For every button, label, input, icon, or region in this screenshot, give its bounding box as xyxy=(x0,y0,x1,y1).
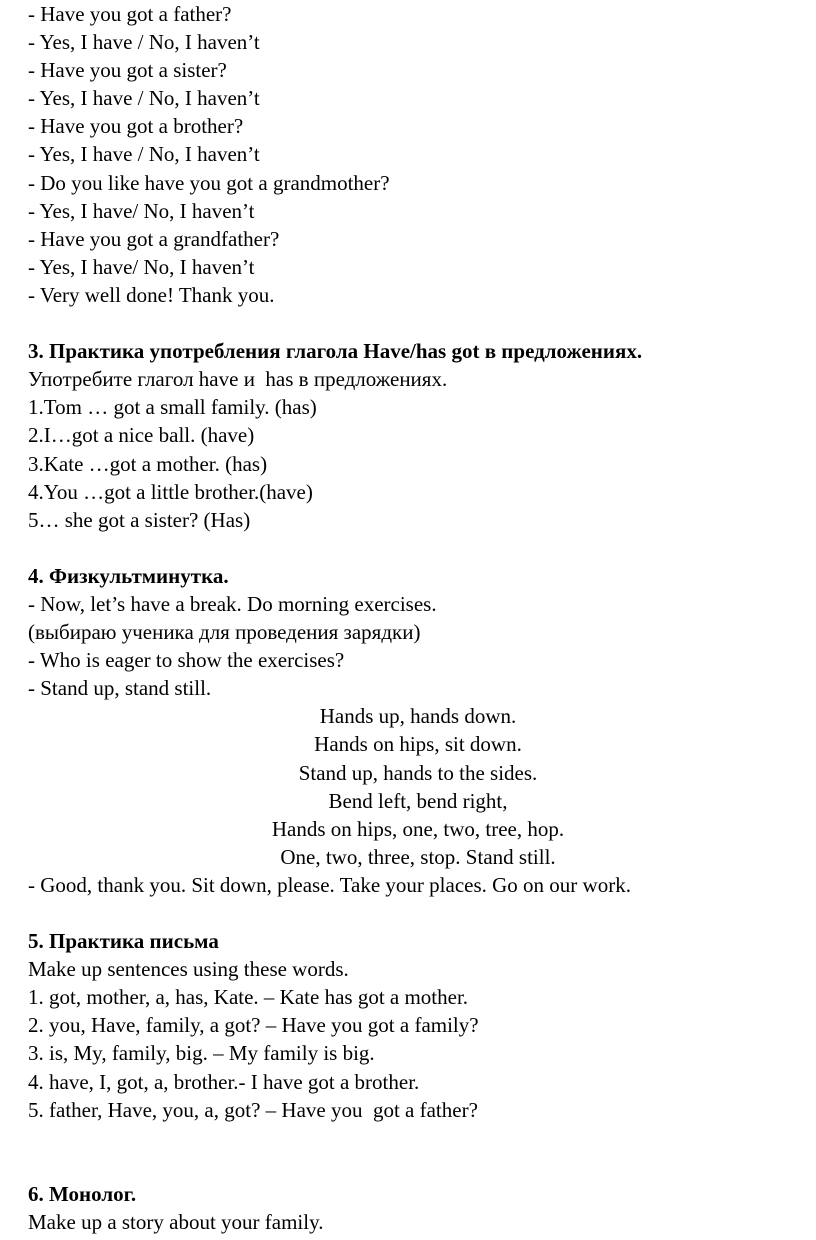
dialogue-line: - Have you got a grandfather? xyxy=(28,226,280,251)
dialogue-line: - Have you got a brother? xyxy=(28,114,244,139)
section-3-task: Употребите глагол have и has в предложениях. xyxy=(28,367,448,392)
dialogue-line: - Very well done! Thank you. xyxy=(28,282,275,307)
section-6-task: Make up a story about your family. xyxy=(28,1210,324,1235)
section-5 xyxy=(28,927,808,1124)
dialogue-line: - Yes, I have / No, I haven’t xyxy=(28,142,260,167)
dialogue-line: - Yes, I have / No, I haven’t xyxy=(28,86,260,111)
section-6-heading: 6. Монолог. xyxy=(28,1181,137,1206)
section-6 xyxy=(28,1180,808,1236)
instruction-line: - Stand up, stand still. xyxy=(28,676,212,701)
poem-line: Stand up, hands to the sides. xyxy=(298,760,538,785)
exercise-item: 4.You …got a little brother.(have) xyxy=(28,479,313,504)
exercise-item: 3. is, My, family, big. – My family is big. xyxy=(28,1041,375,1066)
dialogue-line: - Have you got a father? xyxy=(28,2,232,26)
poem-line: One, two, three, stop. Stand still. xyxy=(280,844,556,869)
poem-line: Hands on hips, sit down. xyxy=(314,732,522,757)
poem-line: Bend left, bend right, xyxy=(328,788,508,813)
exercise-item: 2. you, Have, family, a got? – Have you got a family? xyxy=(28,1013,479,1038)
document-page xyxy=(28,0,808,1236)
dialogue-line: - Yes, I have/ No, I haven’t xyxy=(28,254,255,279)
exercise-item: 5… she got a sister? (Has) xyxy=(28,507,251,532)
section-5-heading: 5. Практика письма xyxy=(28,929,219,954)
section-4-heading: 4. Физкультминутка. xyxy=(28,563,229,588)
section-3 xyxy=(28,337,808,534)
dialogue-line: - Have you got a sister? xyxy=(28,58,227,83)
dialogue-line: - Do you like have you got a grandmother? xyxy=(28,170,390,195)
exercise-item: 4. have, I, got, a, brother.- I have got a brother. xyxy=(28,1069,420,1094)
exercise-item: 5. father, Have, you, a, got? – Have you got a father? xyxy=(28,1097,478,1122)
dialogue-line: - Yes, I have/ No, I haven’t xyxy=(28,198,255,223)
section-3-heading: 3. Практика употребления глагола Have/has got в предложениях. xyxy=(28,339,643,364)
closing-line: - Good, thank you. Sit down, please. Take your places. Go on our work. xyxy=(28,872,631,897)
instruction-line: - Now, let’s have a break. Do morning exercises. xyxy=(28,591,437,616)
exercise-item: 1.Tom … got a small family. (has) xyxy=(28,395,317,420)
exercise-item: 1. got, mother, a, has, Kate. – Kate has got a mother. xyxy=(28,985,469,1010)
instruction-line: - Who is eager to show the exercises? xyxy=(28,648,345,673)
section-5-task: Make up sentences using these words. xyxy=(28,957,349,982)
section-4 xyxy=(28,562,808,899)
exercise-item: 2.I…got a nice ball. (have) xyxy=(28,423,255,448)
poem-line: Hands up, hands down. xyxy=(319,704,517,729)
poem-line: Hands on hips, one, two, tree, hop. xyxy=(271,816,565,841)
instruction-line: (выбираю ученика для проведения зарядки) xyxy=(28,620,421,645)
dialogue-block xyxy=(28,0,808,309)
exercise-item: 3.Kate …got a mother. (has) xyxy=(28,451,268,476)
dialogue-line: - Yes, I have / No, I haven’t xyxy=(28,30,260,55)
